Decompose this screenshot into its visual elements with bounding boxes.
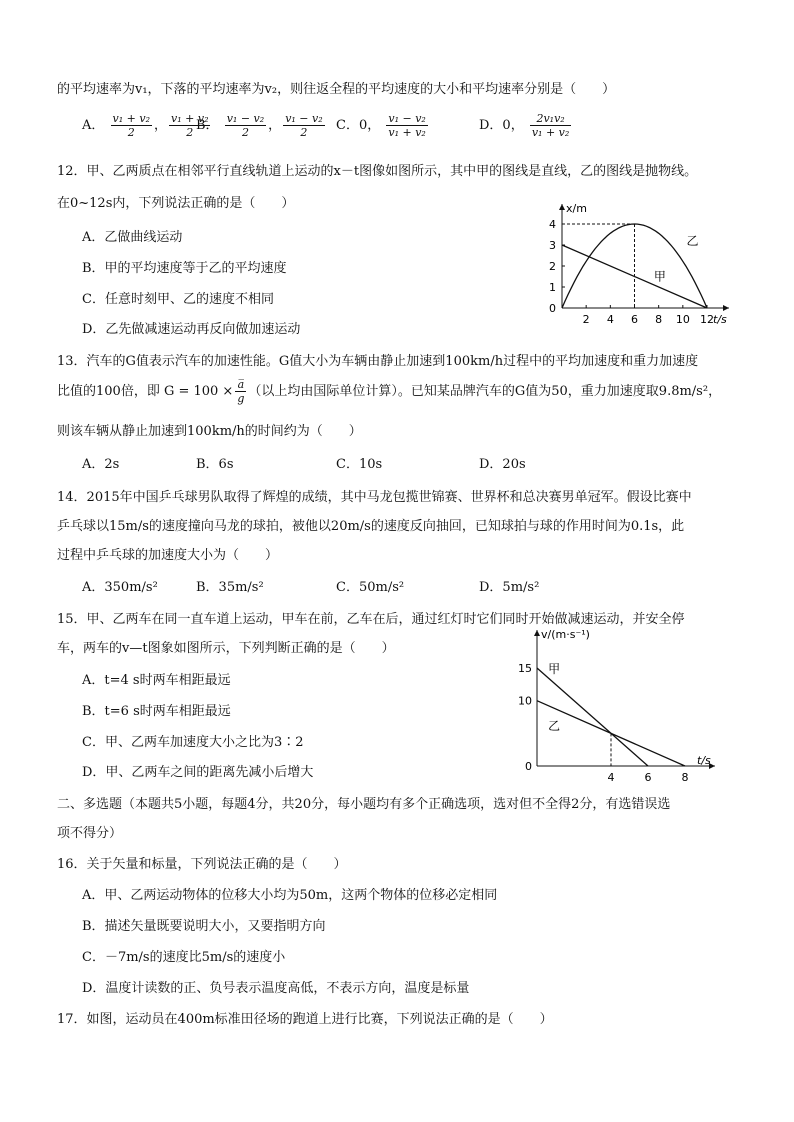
vt-x-tick-label: 8	[681, 771, 689, 782]
q11-a-f1-den: 2	[127, 126, 135, 139]
q12-option-a[interactable]: A．乙做曲线运动	[82, 230, 183, 245]
q15-line-1: 15．甲、乙两车在同一直车道上运动，甲车在前，乙车在后，通过红灯时它们同时开始做减速运动，并安全停	[57, 612, 685, 627]
q12-line-1: 12．甲、乙两质点在相邻平行直线轨道上运动的x－t图像如图所示，其中甲的图线是直线，乙的图线是抛物线。	[57, 164, 698, 179]
vt-y-label: v/(m·s⁻¹)	[541, 628, 590, 641]
xt-y-tick-label: 3	[549, 239, 556, 252]
q11-a-f2-den: 2	[186, 126, 194, 139]
q17-stem: 17．如图，运动员在400m标准田径场的跑道上进行比赛，下列说法正确的是（ ）	[57, 1012, 553, 1027]
q13-ratio-fraction	[235, 378, 246, 405]
q16-option-d[interactable]: D．温度计读数的正、负号表示温度高低，不表示方向，温度是标量	[82, 981, 470, 996]
q11-c-fraction	[386, 112, 427, 139]
q11-option-a-label: A．	[82, 118, 105, 133]
q11-option-a[interactable]	[82, 112, 212, 139]
q11-d-num: 2v₁v₂	[530, 112, 571, 126]
q14-line-2: 乒乓球以15m/s的速度撞向马龙的球拍，被他以20m/s的速度反向抽回，已知球拍与球的作用时间为0.1s，此	[57, 519, 685, 534]
q11-b-f1-num: v₁ − v₂	[226, 112, 265, 125]
q16-option-b[interactable]: B．描述矢量既要说明大小，又要指明方向	[82, 919, 326, 934]
q11-d-fraction	[530, 112, 571, 139]
vt-x-label: t/s	[697, 754, 711, 767]
q15-option-d[interactable]: D．甲、乙两车之间的距离先减小后增大	[82, 765, 314, 780]
xt-series-jia-label: 甲	[653, 269, 666, 284]
q12-option-c[interactable]: C．任意时刻甲、乙的速度不相同	[82, 292, 274, 307]
vt-y-tick-label: 10	[518, 694, 532, 708]
q11-option-d-label: D．0，	[479, 118, 524, 133]
xt-x-tick-label: 10	[675, 313, 690, 326]
q11-option-c[interactable]	[336, 112, 430, 139]
q13-ratio-num: a̅	[235, 378, 246, 392]
q11-option-c-label: C．0，	[336, 118, 381, 133]
xt-x-tick-label: 12	[700, 313, 714, 326]
q15-line-2: 车，两车的v—t图象如图所示，下列判断正确的是（ ）	[57, 641, 395, 656]
q16-option-c[interactable]: C．－7m/s的速度比5m/s的速度小	[82, 950, 286, 965]
xt-x-tick-label: 2	[582, 313, 590, 326]
vt-x-tick-label: 6	[644, 771, 652, 782]
xt-chart	[540, 198, 740, 328]
q14-option-d[interactable]: D．5m/s²	[479, 580, 540, 595]
q12-option-d[interactable]: D．乙先做减速运动再反向做加速运动	[82, 322, 301, 337]
vt-x-tick-label: 4	[607, 771, 615, 782]
q13-option-d[interactable]: D．20s	[479, 457, 526, 472]
q14-option-b[interactable]: B．35m/s²	[196, 580, 264, 595]
q11-b-sep: ，	[268, 118, 282, 133]
q13-option-c[interactable]: C．10s	[336, 457, 383, 472]
xt-y-tick-label: 2	[549, 260, 556, 273]
q11-a-fraction-1	[111, 112, 152, 139]
q15-option-c[interactable]: C．甲、乙两车加速度大小之比为3∶2	[82, 735, 304, 750]
q11-option-b[interactable]	[196, 112, 327, 139]
q11-b-f1-den: 2	[241, 126, 249, 139]
xt-x-tick-label: 6	[631, 313, 638, 326]
xt-y-arrow	[559, 204, 565, 210]
q14-option-c[interactable]: C．50m/s²	[336, 580, 405, 595]
q12-line-2: 在0~12s内，下列说法正确的是（ ）	[57, 196, 295, 211]
vt-y-tick-label: 15	[518, 662, 532, 675]
q11-a-f2-num: v₁ + v₂	[171, 112, 209, 125]
q11-option-d[interactable]	[479, 112, 573, 139]
vt-y-tick-label: 0	[525, 760, 532, 773]
q16-stem: 16．关于矢量和标量，下列说法正确的是（ ）	[57, 857, 347, 872]
xt-y-tick-label: 4	[549, 218, 556, 231]
xt-series-yi-label: 乙	[686, 234, 699, 248]
vt-series-yi-label: 乙	[548, 719, 561, 734]
q13-line-1: 13．汽车的G值表示汽车的加速性能。G值大小为车辆由静止加速到100km/h过程中的平均加速度和重力加速度	[57, 354, 699, 369]
q13-line-2-b: （以上均由国际单位计算）。已知某品牌汽车的G值为50，重力加速度取9.8m/s²，	[248, 384, 722, 399]
q11-b-fraction-1	[225, 112, 266, 139]
vt-series-jia-label: 甲	[548, 662, 561, 677]
q11-b-f2-den: 2	[300, 126, 308, 139]
xt-y-tick-label: 0	[549, 302, 556, 315]
q14-line-3: 过程中乒乓球的加速度大小为（ ）	[57, 548, 279, 563]
q11-b-f2-num: v₁ − v₂	[285, 112, 323, 125]
q16-option-a[interactable]: A．甲、乙两运动物体的位移大小均为50m，这两个物体的位移必定相同	[82, 888, 498, 903]
vt-series-jia-line	[537, 668, 648, 766]
q13-ratio-den: g	[237, 392, 245, 405]
xt-x-label: t/s	[713, 313, 727, 326]
q12-option-b[interactable]: B．甲的平均速度等于乙的平均速度	[82, 261, 287, 276]
q15-option-b[interactable]: B．t=6 s时两车相距最远	[82, 704, 231, 719]
q11-c-den: v₁ + v₂	[388, 126, 426, 139]
xt-x-tick-label: 4	[606, 313, 614, 326]
q14-option-a[interactable]: A．350m/s²	[82, 580, 158, 595]
q11-stem: 的平均速率为v₁，下落的平均速率为v₂，则往返全程的平均速度的大小和平均速率分别是（ ）	[57, 82, 616, 97]
q11-a-sep: ，	[154, 118, 168, 133]
vt-chart	[515, 622, 745, 782]
xt-x-tick-label: 8	[655, 313, 663, 326]
q11-d-den: v₁ + v₂	[531, 126, 570, 139]
q11-a-f1-num: v₁ + v₂	[112, 112, 150, 125]
xt-y-tick-label: 1	[549, 281, 556, 294]
q13-option-b[interactable]: B．6s	[196, 457, 234, 472]
q15-option-a[interactable]: A．t=4 s时两车相距最远	[82, 673, 231, 688]
q11-c-num: v₁ − v₂	[388, 112, 426, 125]
section-2-heading-line-1: 二、多选题（本题共5小题，每题4分，共20分，每小题均有多个正确选项，选对但不全得2分，有选错误选	[57, 797, 671, 812]
xt-y-label: x/m	[566, 202, 587, 215]
q13-line-2	[57, 378, 721, 405]
q11-option-b-label: B．	[196, 118, 219, 133]
q14-line-1: 14．2015年中国乒乓球男队取得了辉煌的成绩，其中马龙包揽世锦赛、世界杯和总决赛男单冠军。假设比赛中	[57, 490, 692, 505]
section-2-heading-line-2: 项不得分）	[57, 826, 123, 841]
xt-x-arrow	[723, 305, 729, 311]
q13-option-a[interactable]: A．2s	[82, 457, 120, 472]
q11-b-fraction-2	[283, 112, 324, 139]
vt-y-arrow	[534, 630, 540, 636]
q13-line-3: 则该车辆从静止加速到100km/h的时间约为（ ）	[57, 424, 362, 439]
q13-line-2-a: 比值的100倍，即 G = 100 ×	[57, 384, 234, 399]
